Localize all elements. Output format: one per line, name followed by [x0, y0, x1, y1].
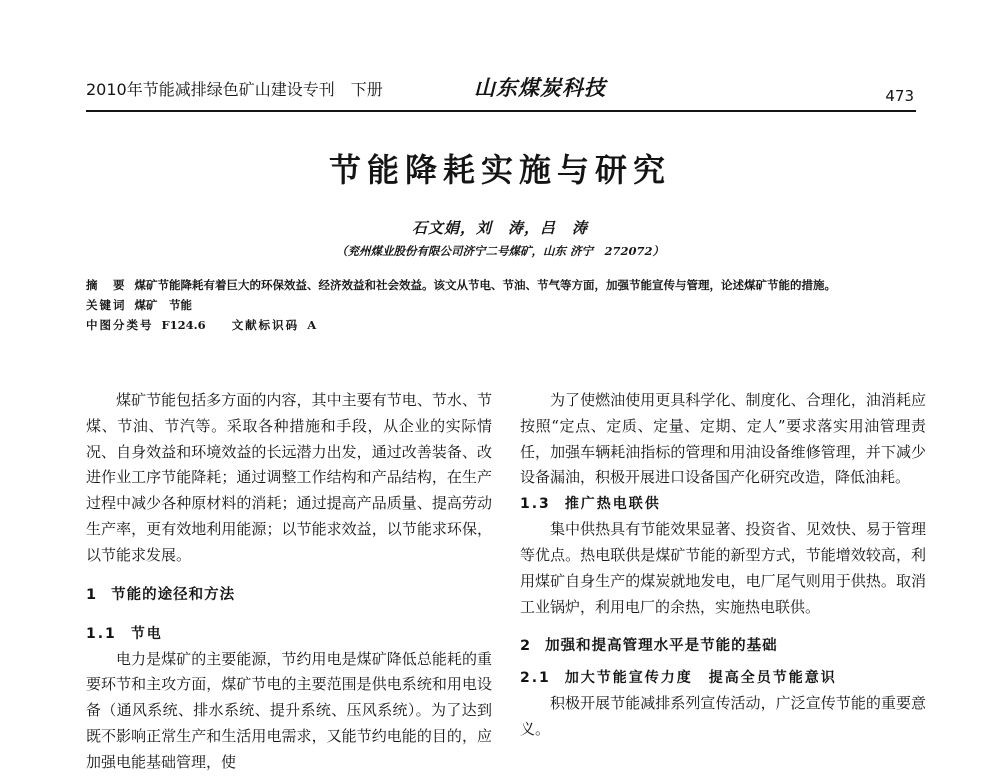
section-2-number: 2	[520, 638, 532, 655]
abstract-label: 摘 要	[86, 278, 127, 292]
keywords	[86, 295, 920, 315]
intro-paragraph: 煤矿节能包括多方面的内容，其中主要有节电、节水、节煤、节油、节汽等。采取各种措施和手段，从企业的实际情况、自身效益和环境效益的长远潜力出发，通过改善装备、改进作业工序节能降耗；通过调整工作结构和产品结构，在生产过程中减少各种原材料的消耗；通过提高产品质量、提高劳动生产率，更有效地利用能源；以节能求效益，以节能求环保，以节能求发展。	[86, 391, 492, 564]
section-1-1-number: 1.1	[86, 625, 117, 642]
left-column	[86, 388, 492, 776]
right-column	[520, 388, 926, 743]
section-1-1-heading	[86, 621, 492, 647]
section-1-3-paragraph: 集中供热具有节能效果显著、投资省、见效快、易于管理等优点。热电联供是煤矿节能的新型方式，节能增效较高，利用煤矿自身生产的煤炭就地发电，电厂尾气则用于供热。取消工业锅炉，利用电厂的余热，实施热电联供。	[520, 520, 926, 616]
section-1-3-heading	[520, 491, 926, 517]
clc-value: F124.6	[161, 318, 206, 332]
article-authors: 石文娟，刘 涛，吕 涛	[411, 219, 588, 237]
keywords-label: 关键词	[86, 298, 127, 312]
section-2-title: 加强和提高管理水平是节能的基础	[545, 638, 778, 655]
section-1-3-number: 1.3	[520, 496, 551, 513]
abstract	[86, 275, 920, 295]
author-affiliation: （兖州煤业股份有限公司济宁二号煤矿，山东 济宁 272072）	[335, 244, 664, 258]
section-1-heading	[86, 582, 492, 608]
doc-code-value: A	[307, 318, 317, 332]
running-head	[86, 75, 914, 108]
section-1-title: 节能的途径和方法	[111, 586, 236, 603]
journal-logo: 山东煤炭科技	[474, 75, 606, 100]
section-1-number: 1	[86, 586, 98, 603]
section-2-1-number: 2.1	[520, 670, 551, 687]
section-2-1-paragraph: 积极开展节能减排系列宣传活动，广泛宣传节能的重要意义。	[520, 694, 926, 739]
section-2-1-title: 加大节能宣传力度 提高全员节能意识	[564, 670, 837, 687]
section-1-2-continued-paragraph: 为了使燃油使用更具科学化、制度化、合理化，油消耗应按照“定点、定质、定量、定期、定人”要求落实用油管理责任，加强车辆耗油指标的管理和用油设备维修管理，并下减少设备漏油，积极开展进口设备国产化研究改造，降低油耗。	[520, 391, 926, 487]
header-rule	[86, 110, 916, 112]
page-number: 473	[885, 87, 914, 105]
section-2-1-heading	[520, 665, 926, 691]
keywords-text: 煤矿 节能	[134, 298, 192, 312]
clc-label: 中图分类号	[86, 318, 154, 332]
classification	[86, 315, 920, 335]
section-1-1-paragraph: 电力是煤矿的主要能源，节约用电是煤矿降低总能耗的重要环节和主攻方面，煤矿节电的主要范围是供电系统和用电设备（通风系统、排水系统、提升系统、压风系统）。为了达到既不影响正常生产和生活用电需求，又能节约电能的目的，应加强电能基础管理，使	[86, 649, 492, 771]
journal-issue: 2010年节能减排绿色矿山建设专刊 下册	[86, 80, 383, 99]
front-matter	[86, 275, 920, 335]
section-1-3-title: 推广热电联供	[564, 496, 661, 513]
doc-code-label: 文献标识码	[231, 318, 300, 332]
abstract-text: 煤矿节能降耗有着巨大的环保效益、经济效益和社会效益。该文从节电、节油、节气等方面，加强节能宣传与管理，论述煤矿节能的措施。	[134, 278, 836, 292]
section-2-heading	[520, 633, 926, 659]
section-1-1-title: 节电	[130, 625, 163, 642]
article-title: 节能降耗实施与研究	[328, 151, 671, 189]
